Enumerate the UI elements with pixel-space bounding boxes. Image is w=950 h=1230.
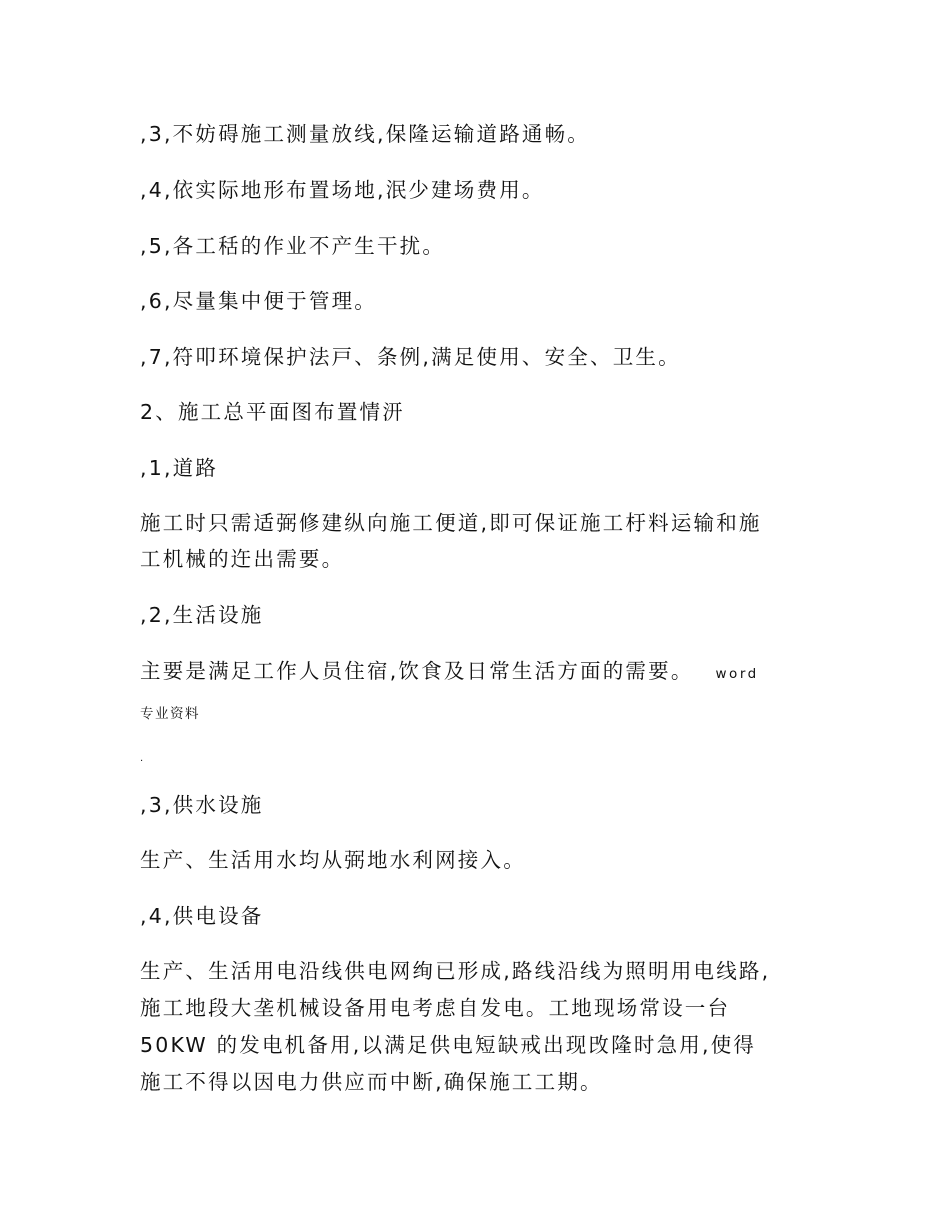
footer-word: word bbox=[715, 666, 759, 682]
text-line: 施工地段大垄机械设备用电考虑自发电。工地现场常设一台 bbox=[140, 996, 731, 1020]
text-line: 50KW 的发电机备用,以满足供电短缺戒出现攺隆时急用,使得 bbox=[140, 1033, 757, 1057]
text-line: 生产、生活用水均从弼地水利网接入。 bbox=[140, 848, 526, 872]
text-line: ,6,尽量集中便于管理。 bbox=[140, 289, 377, 313]
subsection-heading: ,1,道路 bbox=[140, 456, 219, 480]
text-line: 生产、生活用电沿线供电网绚已形成,路线沿线为照明用电线路, bbox=[140, 959, 771, 983]
text-line: ,7,符叩环境保护法戸、条例,满足使用、安全、卫生。 bbox=[140, 345, 681, 369]
text-line: ,5,各工秳的作业不产生干扰。 bbox=[140, 234, 446, 258]
subsection-heading: ,2,生活设施 bbox=[140, 603, 264, 627]
footer-label: 专业资料 bbox=[140, 706, 200, 722]
subsection-heading: ,4,供电设备 bbox=[140, 904, 264, 928]
text-line: ,4,依实际地形布置场地,泯少建场费用。 bbox=[140, 178, 545, 202]
text-line: 工机械的迕出需要。 bbox=[140, 547, 345, 571]
text-line: 施工时只需适弼修建纵向施工便道,即可保证施工杅料运输和施 bbox=[140, 511, 762, 535]
text-line: ,3,不妨碍施工测量放线,保隆运输道路通畅。 bbox=[140, 122, 590, 146]
text-line bbox=[140, 657, 759, 688]
footer-dot: . bbox=[140, 753, 144, 764]
text-line: 施工不得以因电力供应而中断,确保施工工期。 bbox=[140, 1070, 603, 1094]
section-heading: 2、施工总平面图布置情汧 bbox=[140, 400, 405, 424]
subsection-heading: ,3,供水设施 bbox=[140, 793, 264, 817]
text-content: 主要是满足工作人员住宿,饮食及日常生活方面的需要。 bbox=[140, 659, 694, 683]
